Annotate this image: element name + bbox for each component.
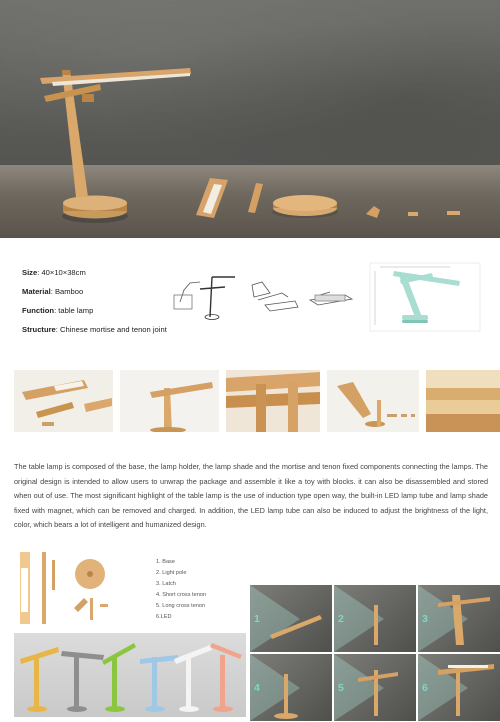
spec-material: Material: Bamboo: [22, 287, 84, 296]
assembled-lamp: [40, 68, 191, 223]
assembly-steps-grid: [250, 585, 500, 721]
assembly-step-2: [334, 585, 416, 652]
description-paragraph: The table lamp is composed of the base, the lamp holder, the lamp shade and the mortise and tenon fixed components connecting the lamps. The original design is intended to allow users to unwrap the package and assemble it like a toy with blocks. it can also be disassembled and stored when out of use. The most significant highlight of the table lamp is the use of induction type open way, the built-in LED lamp tube and lamp shade fixed with magnet, which can be removed and charged. In addition, the LED lamp tube can also be induced to adjust the brightness of the light, color, which bears a lot of intelligent and humanized design.: [14, 462, 488, 530]
part-5: 5. Long cross tenon: [156, 603, 206, 609]
lamp-variant-yellow: [20, 647, 59, 712]
photo-joint-closeup: [226, 370, 320, 432]
assembly-step-3: [418, 585, 500, 652]
step-number-2: 2: [338, 613, 344, 625]
lamp-variant-pink: [210, 643, 242, 712]
disassembled-parts: [196, 178, 460, 218]
spec-size-label: Size: [22, 268, 38, 277]
assembly-step-1: [250, 585, 332, 652]
spec-structure: Structure: Chinese mortise and tenon joint: [22, 325, 167, 334]
parts-diagram: [18, 548, 148, 628]
lamp-variant-gray: [61, 651, 104, 712]
lamp-variant-green: [102, 643, 136, 712]
lamp-variant-blue: [140, 655, 178, 712]
hero-photo: [0, 0, 500, 238]
spec-material-value: Bamboo: [54, 287, 84, 296]
spec-size-value: 40×10×38cm: [41, 268, 86, 277]
step-number-4: 4: [254, 682, 260, 694]
lamp-variant-white: [174, 645, 212, 712]
spec-material-label: Material: [22, 287, 51, 296]
photo-lamp-detail: [120, 370, 219, 432]
step-number-1: 1: [254, 613, 260, 625]
part-4: 4. Short cross tenon: [156, 592, 207, 598]
assembly-step-5: [334, 654, 416, 721]
spec-function-label: Function: [22, 306, 55, 315]
mint-lamp-drawing: [370, 263, 480, 331]
spec-function-value: table lamp: [58, 306, 94, 315]
step-number-3: 3: [422, 613, 428, 625]
photo-parts-closeup: [14, 370, 113, 432]
part-6: 6.LED: [156, 614, 172, 620]
part-2: 2. Light pole: [156, 570, 187, 576]
photo-bamboo-texture: [426, 370, 500, 432]
part-1: 1. Base: [156, 559, 175, 565]
hero-lamp-illustration: [0, 0, 500, 238]
step-number-5: 5: [338, 682, 344, 694]
spec-size: Size: 40×10×38cm: [22, 268, 86, 277]
part-3: 3. Latch: [156, 581, 176, 587]
spec-structure-label: Structure: [22, 325, 56, 334]
lamp-sketches: [170, 255, 490, 335]
spec-function: Function: table lamp: [22, 306, 94, 315]
color-variants-photo: [14, 633, 246, 717]
assembly-step-4: [250, 654, 332, 721]
photo-exploded-view: [327, 370, 419, 432]
assembly-step-6: [418, 654, 500, 721]
step-number-6: 6: [422, 682, 428, 694]
spec-structure-value: Chinese mortise and tenon joint: [60, 325, 167, 334]
